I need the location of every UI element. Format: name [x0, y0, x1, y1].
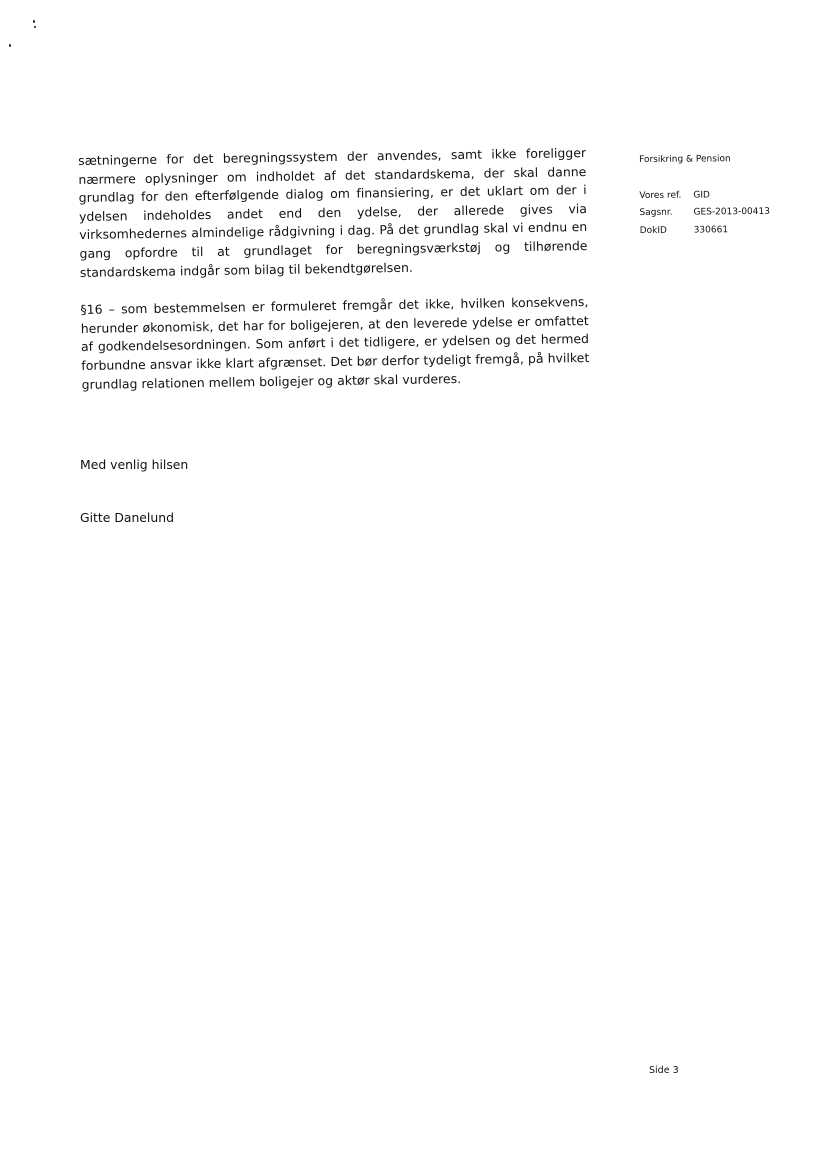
- reference-row: [639, 204, 809, 223]
- organization-name: Forsikring & Pension: [639, 154, 731, 165]
- reference-label: Vores ref.: [639, 190, 682, 201]
- scan-speck: [34, 26, 36, 28]
- reference-value: GID: [693, 189, 710, 201]
- reference-value: GES-2013-00413: [693, 206, 770, 218]
- scan-speck: [9, 44, 11, 47]
- signer-name: Gitte Danelund: [80, 510, 174, 525]
- scan-speck: [33, 20, 35, 23]
- reference-value: 330661: [693, 224, 729, 236]
- reference-sidebar: [639, 151, 810, 240]
- reference-label: DokID: [639, 225, 667, 236]
- letter-body: [78, 144, 590, 394]
- closing-salutation: Med venlig hilsen: [80, 457, 189, 472]
- page-number: Side 3: [649, 1065, 679, 1076]
- reference-label: Sagsnr.: [639, 207, 673, 218]
- body-paragraph: §16 – som bestemmelsen er formuleret fremgår det ikke, hvilken konsekvens, herunder økonomisk, det har for boligejeren, at den leverede ydelse er omfattet af godkendelsesordningen. Som anført i det tidligere, er ydelsen og det hermed forbundne ansvar ikke klart afgrænset. Det bør derfor tydeligt fremgå, på hvilket grundlag relationen mellem boligejer og aktør skal vurderes.: [80, 294, 590, 392]
- reference-row: [640, 221, 810, 240]
- body-paragraph: sætningerne for det beregningssystem der anvendes, samt ikke foreligger nærmere oplysninger om indholdet af det standardskema, der skal danne grundlag for den efterfølgende dialog om finansiering, er det uklart om der i ydelsen indeholdes andet end den ydelse, der allerede gives via virksomhedernes almindelige rådgivning i dag. På det grundlag skal vi endnu en gang opfordre til at grundlaget for beregningsværkstøj og tilhørende standardskema indgår som bilag til bekendtgørelsen.: [78, 145, 588, 280]
- reference-row: [639, 186, 809, 205]
